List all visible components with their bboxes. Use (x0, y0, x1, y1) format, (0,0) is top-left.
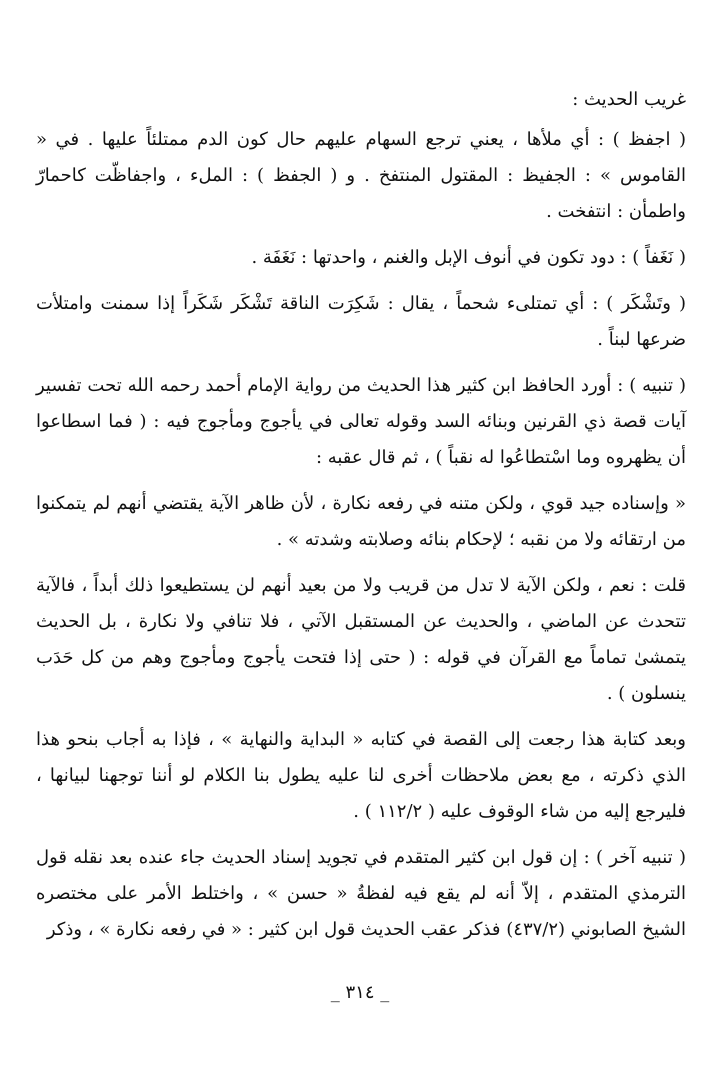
paragraph-note-1: ( تنبيه ) : أورد الحافظ ابن كثير هذا الحديث من رواية الإمام أحمد رحمه الله تحت تفسير آيات قصة ذي القرنين وبنائه السد وقوله تعالى في يأجوج ومأجوج فيه : ( فما اسطاعوا أن يظهروه وما اسْتطاعُوا له نقباً ) ، ثم قال عقبه : (36, 375, 686, 468)
paragraph-naghaf: ( نَغَفاً ) : دود تكون في أنوف الإبل والغنم ، واحدتها : نَغَفَة . (251, 247, 686, 268)
paragraph-quote-ibn-kathir: « وإسناده جيد قوي ، ولكن متنه في رفعه نكارة ، لأن ظاهر الآية يقتضي أنهم لم يتمكنوا من ارتقائه ولا من نقبه ؛ لإحكام بنائه وصلابته وشدته » . (36, 493, 686, 550)
paragraph-ijfaz: ( اجفظ ) : أي ملأها ، يعني ترجع السهام عليهم حال كون الدم ممتلئاً عليها . في « القاموس » : الجفيظ : المقتول المنتفخ . و ( الجفظ ) : الملء ، واجفاظّت كاحمارّ واطمأن : انتفخت . (36, 129, 686, 222)
section-heading: غريب الحديث : (572, 89, 686, 110)
page-number: _ ٣١٤ _ (330, 982, 390, 1003)
paragraph-tashkar: ( وتَشْكَر ) : أي تمتلىء شحماً ، يقال : شَكِرَت الناقة تَشْكَر شَكَراً إذا سمنت وامتلأت ضرعها لبناً . (36, 293, 686, 350)
paragraph-bidaya: وبعد كتابة هذا رجعت إلى القصة في كتابه « البداية والنهاية » ، فإذا به أجاب بنحو هذا الذي ذكرته ، مع بعض ملاحظات أخرى لنا عليه يطول بنا الكلام لو أننا توجهنا لبيانها ، فليرجع إليه من شاء الوقوف عليه ( ١١٢/٢ ) . (36, 729, 686, 822)
paragraph-note-2: ( تنبيه آخر ) : إن قول ابن كثير المتقدم في تجويد إسناد الحديث جاء عنده بعد نقله قول الترمذي المتقدم ، إلاّ أنه لم يقع فيه لفظةُ « حسن » ، واختلط الأمر على مختصره الشيخ الصابوني (٤٣٧/٢) فذكر عقب الحديث قول ابن كثير : « في رفعه نكارة » ، وذكر (36, 847, 686, 940)
paragraph-response: قلت : نعم ، ولكن الآية لا تدل من قريب ولا من بعيد أنهم لن يستطيعوا ذلك أبداً ، فالآية تتحدث عن الماضي ، والحديث عن المستقبل الآتي ، فلا تنافي ولا نكارة ، بل الحديث يتمشىٰ تماماً مع القرآن في قوله : ( حتى إذا فتحت يأجوج ومأجوج وهم من كل حَدَب ينسلون ) . (36, 575, 686, 704)
page-body (36, 82, 686, 958)
